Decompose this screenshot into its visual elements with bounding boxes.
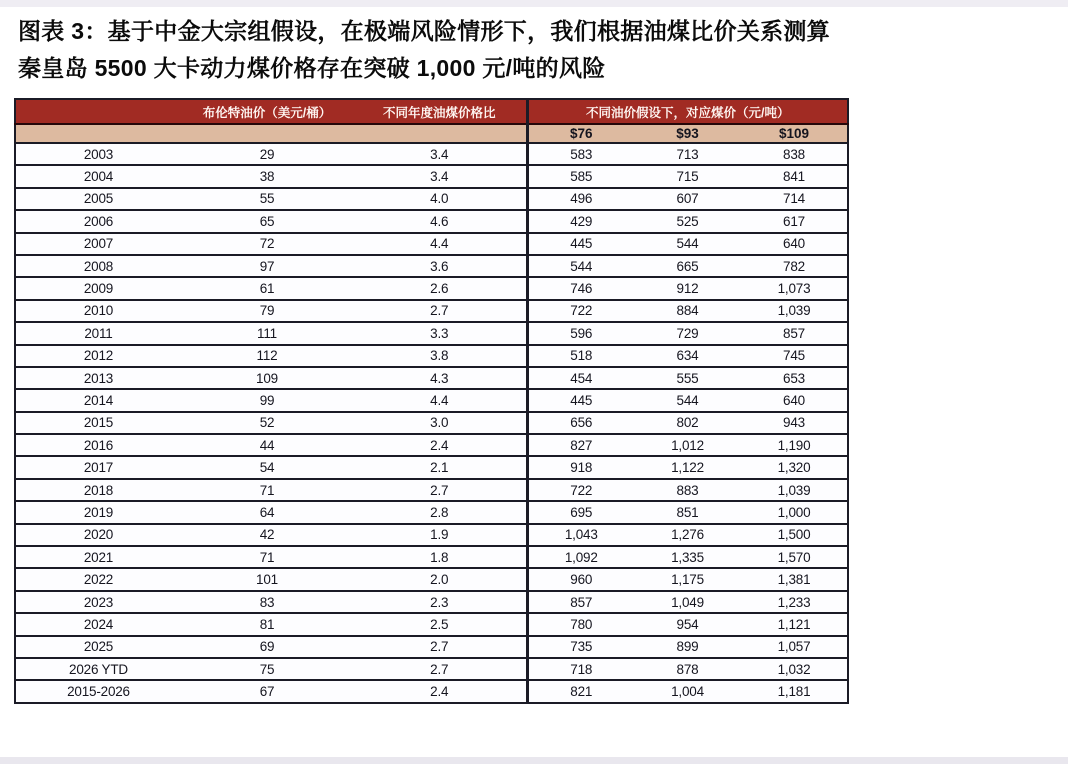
coal-price-93-cell: 544 xyxy=(634,389,741,411)
oil-coal-ratio-cell: 2.6 xyxy=(353,277,527,299)
table-row xyxy=(15,367,848,389)
table-row xyxy=(15,546,848,568)
exhibit-title xyxy=(18,13,1058,87)
coal-price-76-cell: 722 xyxy=(527,479,634,501)
year-cell: 2015 xyxy=(15,412,181,434)
brent-oil-price-cell: 111 xyxy=(181,322,353,344)
table-row xyxy=(15,568,848,590)
oil-coal-ratio-cell: 4.3 xyxy=(353,367,527,389)
brent-oil-price-cell: 97 xyxy=(181,255,353,277)
coal-price-109-cell: 1,381 xyxy=(741,568,848,590)
coal-price-109-cell: 1,000 xyxy=(741,501,848,523)
coal-price-109-cell: 1,121 xyxy=(741,613,848,635)
oil-coal-ratio-cell: 2.1 xyxy=(353,456,527,478)
table-row xyxy=(15,255,848,277)
oil-coal-ratio-cell: 2.8 xyxy=(353,501,527,523)
oil-109-scenario-header: $109 xyxy=(741,124,848,143)
table-row xyxy=(15,389,848,411)
coal-price-93-cell: 544 xyxy=(634,233,741,255)
oil-coal-ratio-column-header: 不同年度油煤价格比 xyxy=(353,99,527,124)
table-row xyxy=(15,277,848,299)
top-edge-strip xyxy=(0,0,1068,7)
coal-price-93-cell: 878 xyxy=(634,658,741,680)
coal-price-76-cell: 857 xyxy=(527,591,634,613)
oil-coal-ratio-cell: 3.4 xyxy=(353,143,527,165)
oil-coal-ratio-cell: 2.3 xyxy=(353,591,527,613)
coal-price-76-cell: 821 xyxy=(527,680,634,702)
table-row xyxy=(15,210,848,232)
coal-price-109-cell: 1,032 xyxy=(741,658,848,680)
table-row xyxy=(15,143,848,165)
brent-oil-price-cell: 71 xyxy=(181,546,353,568)
table-row xyxy=(15,613,848,635)
coal-price-76-cell: 918 xyxy=(527,456,634,478)
oil-coal-ratio-cell: 2.0 xyxy=(353,568,527,590)
year-cell: 2011 xyxy=(15,322,181,344)
oil-coal-ratio-cell: 3.0 xyxy=(353,412,527,434)
subheader-row xyxy=(15,124,848,143)
brent-oil-price-cell: 54 xyxy=(181,456,353,478)
oil-coal-ratio-cell: 2.7 xyxy=(353,300,527,322)
coal-price-76-cell: 718 xyxy=(527,658,634,680)
year-cell: 2009 xyxy=(15,277,181,299)
brent-oil-price-cell: 61 xyxy=(181,277,353,299)
year-cell: 2022 xyxy=(15,568,181,590)
table-row xyxy=(15,524,848,546)
table-row xyxy=(15,456,848,478)
coal-price-109-cell: 1,570 xyxy=(741,546,848,568)
coal-price-109-cell: 714 xyxy=(741,188,848,210)
coal-price-76-cell: 656 xyxy=(527,412,634,434)
exhibit-title-line-1: 图表 3：基于中金大宗组假设，在极端风险情形下，我们根据油煤比价关系测算 xyxy=(18,18,830,44)
table-row xyxy=(15,165,848,187)
coal-price-93-cell: 899 xyxy=(634,636,741,658)
coal-price-76-cell: 583 xyxy=(527,143,634,165)
coal-price-109-cell: 1,039 xyxy=(741,479,848,501)
coal-price-76-cell: 1,092 xyxy=(527,546,634,568)
oil-coal-ratio-cell: 2.7 xyxy=(353,658,527,680)
coal-price-76-cell: 454 xyxy=(527,367,634,389)
coal-price-76-cell: 544 xyxy=(527,255,634,277)
coal-price-109-cell: 838 xyxy=(741,143,848,165)
coal-price-76-cell: 596 xyxy=(527,322,634,344)
oil-coal-ratio-cell: 2.4 xyxy=(353,680,527,702)
coal-price-109-cell: 640 xyxy=(741,233,848,255)
coal-price-109-cell: 617 xyxy=(741,210,848,232)
coal-price-group-header: 不同油价假设下，对应煤价（元/吨） xyxy=(527,99,848,124)
oil-coal-ratio-cell: 4.0 xyxy=(353,188,527,210)
coal-price-76-cell: 445 xyxy=(527,233,634,255)
brent-oil-price-cell: 67 xyxy=(181,680,353,702)
coal-price-93-cell: 851 xyxy=(634,501,741,523)
coal-price-76-cell: 722 xyxy=(527,300,634,322)
exhibit-title-line-2: 秦皇岛 5500 大卡动力煤价格存在突破 1,000 元/吨的风险 xyxy=(18,55,606,81)
coal-price-76-cell: 780 xyxy=(527,613,634,635)
coal-price-93-cell: 1,004 xyxy=(634,680,741,702)
coal-price-93-cell: 1,276 xyxy=(634,524,741,546)
table-row xyxy=(15,479,848,501)
year-cell: 2007 xyxy=(15,233,181,255)
brent-oil-price-cell: 99 xyxy=(181,389,353,411)
coal-price-76-cell: 429 xyxy=(527,210,634,232)
oil-coal-price-table xyxy=(14,98,849,704)
brent-oil-price-cell: 52 xyxy=(181,412,353,434)
coal-price-109-cell: 1,233 xyxy=(741,591,848,613)
brent-oil-price-cell: 112 xyxy=(181,345,353,367)
coal-price-109-cell: 1,190 xyxy=(741,434,848,456)
year-cell: 2023 xyxy=(15,591,181,613)
brent-oil-price-cell: 38 xyxy=(181,165,353,187)
coal-price-109-cell: 1,320 xyxy=(741,456,848,478)
oil-coal-ratio-cell: 3.6 xyxy=(353,255,527,277)
coal-price-93-cell: 525 xyxy=(634,210,741,232)
year-cell: 2014 xyxy=(15,389,181,411)
year-cell: 2006 xyxy=(15,210,181,232)
subheader-empty-cell xyxy=(15,124,527,143)
coal-price-76-cell: 585 xyxy=(527,165,634,187)
coal-price-93-cell: 607 xyxy=(634,188,741,210)
coal-price-76-cell: 827 xyxy=(527,434,634,456)
table-row xyxy=(15,658,848,680)
coal-price-76-cell: 695 xyxy=(527,501,634,523)
coal-price-93-cell: 1,012 xyxy=(634,434,741,456)
year-cell: 2019 xyxy=(15,501,181,523)
year-cell: 2003 xyxy=(15,143,181,165)
table-row xyxy=(15,501,848,523)
coal-price-93-cell: 954 xyxy=(634,613,741,635)
table-body xyxy=(15,143,848,703)
year-cell: 2025 xyxy=(15,636,181,658)
year-cell: 2018 xyxy=(15,479,181,501)
brent-oil-price-cell: 71 xyxy=(181,479,353,501)
coal-price-93-cell: 665 xyxy=(634,255,741,277)
year-cell: 2020 xyxy=(15,524,181,546)
coal-price-93-cell: 1,335 xyxy=(634,546,741,568)
coal-price-93-cell: 555 xyxy=(634,367,741,389)
coal-price-109-cell: 782 xyxy=(741,255,848,277)
brent-oil-price-cell: 44 xyxy=(181,434,353,456)
brent-oil-price-cell: 29 xyxy=(181,143,353,165)
coal-price-93-cell: 1,049 xyxy=(634,591,741,613)
oil-coal-ratio-cell: 4.4 xyxy=(353,389,527,411)
year-cell: 2017 xyxy=(15,456,181,478)
coal-price-109-cell: 943 xyxy=(741,412,848,434)
year-cell: 2008 xyxy=(15,255,181,277)
coal-price-109-cell: 1,073 xyxy=(741,277,848,299)
brent-oil-price-cell: 109 xyxy=(181,367,353,389)
oil-coal-ratio-cell: 4.6 xyxy=(353,210,527,232)
coal-price-76-cell: 735 xyxy=(527,636,634,658)
coal-price-109-cell: 857 xyxy=(741,322,848,344)
brent-oil-price-cell: 42 xyxy=(181,524,353,546)
year-cell: 2013 xyxy=(15,367,181,389)
coal-price-93-cell: 1,122 xyxy=(634,456,741,478)
year-cell: 2010 xyxy=(15,300,181,322)
year-cell: 2024 xyxy=(15,613,181,635)
year-cell: 2012 xyxy=(15,345,181,367)
oil-coal-ratio-cell: 1.9 xyxy=(353,524,527,546)
oil-coal-ratio-cell: 2.4 xyxy=(353,434,527,456)
table-row xyxy=(15,300,848,322)
coal-price-109-cell: 640 xyxy=(741,389,848,411)
oil-coal-ratio-cell: 2.7 xyxy=(353,636,527,658)
year-cell: 2015-2026 xyxy=(15,680,181,702)
oil-coal-ratio-cell: 3.4 xyxy=(353,165,527,187)
year-cell: 2016 xyxy=(15,434,181,456)
oil-coal-ratio-cell: 4.4 xyxy=(353,233,527,255)
coal-price-93-cell: 883 xyxy=(634,479,741,501)
table-row xyxy=(15,591,848,613)
coal-price-76-cell: 1,043 xyxy=(527,524,634,546)
coal-price-109-cell: 653 xyxy=(741,367,848,389)
year-cell: 2021 xyxy=(15,546,181,568)
coal-price-93-cell: 912 xyxy=(634,277,741,299)
oil-76-scenario-header: $76 xyxy=(527,124,634,143)
year-column-header xyxy=(15,99,181,124)
brent-oil-price-cell: 72 xyxy=(181,233,353,255)
coal-price-93-cell: 715 xyxy=(634,165,741,187)
coal-price-76-cell: 496 xyxy=(527,188,634,210)
table-row xyxy=(15,188,848,210)
year-cell: 2026 YTD xyxy=(15,658,181,680)
brent-oil-price-cell: 65 xyxy=(181,210,353,232)
coal-price-109-cell: 1,181 xyxy=(741,680,848,702)
table-row xyxy=(15,322,848,344)
coal-price-109-cell: 1,039 xyxy=(741,300,848,322)
oil-93-scenario-header: $93 xyxy=(634,124,741,143)
coal-price-76-cell: 746 xyxy=(527,277,634,299)
oil-coal-ratio-cell: 3.8 xyxy=(353,345,527,367)
coal-price-93-cell: 634 xyxy=(634,345,741,367)
header-row xyxy=(15,99,848,124)
brent-oil-price-cell: 81 xyxy=(181,613,353,635)
brent-oil-price-cell: 55 xyxy=(181,188,353,210)
coal-price-109-cell: 1,057 xyxy=(741,636,848,658)
coal-price-76-cell: 960 xyxy=(527,568,634,590)
table-row xyxy=(15,636,848,658)
table-row xyxy=(15,412,848,434)
coal-price-93-cell: 1,175 xyxy=(634,568,741,590)
oil-coal-ratio-cell: 2.7 xyxy=(353,479,527,501)
coal-price-76-cell: 518 xyxy=(527,345,634,367)
coal-price-93-cell: 729 xyxy=(634,322,741,344)
bottom-edge-strip xyxy=(0,757,1068,764)
oil-coal-ratio-cell: 3.3 xyxy=(353,322,527,344)
oil-coal-ratio-cell: 1.8 xyxy=(353,546,527,568)
coal-price-93-cell: 713 xyxy=(634,143,741,165)
coal-price-76-cell: 445 xyxy=(527,389,634,411)
table-row xyxy=(15,233,848,255)
brent-oil-price-cell: 101 xyxy=(181,568,353,590)
coal-price-93-cell: 802 xyxy=(634,412,741,434)
brent-oil-price-cell: 69 xyxy=(181,636,353,658)
table-row xyxy=(15,680,848,702)
coal-price-109-cell: 841 xyxy=(741,165,848,187)
coal-price-109-cell: 745 xyxy=(741,345,848,367)
coal-price-109-cell: 1,500 xyxy=(741,524,848,546)
year-cell: 2005 xyxy=(15,188,181,210)
table-row xyxy=(15,345,848,367)
brent-oil-price-cell: 75 xyxy=(181,658,353,680)
oil-coal-ratio-cell: 2.5 xyxy=(353,613,527,635)
year-cell: 2004 xyxy=(15,165,181,187)
table-row xyxy=(15,434,848,456)
brent-oil-price-cell: 83 xyxy=(181,591,353,613)
coal-price-93-cell: 884 xyxy=(634,300,741,322)
brent-oil-price-cell: 64 xyxy=(181,501,353,523)
brent-oil-column-header: 布伦特油价（美元/桶） xyxy=(181,99,353,124)
brent-oil-price-cell: 79 xyxy=(181,300,353,322)
